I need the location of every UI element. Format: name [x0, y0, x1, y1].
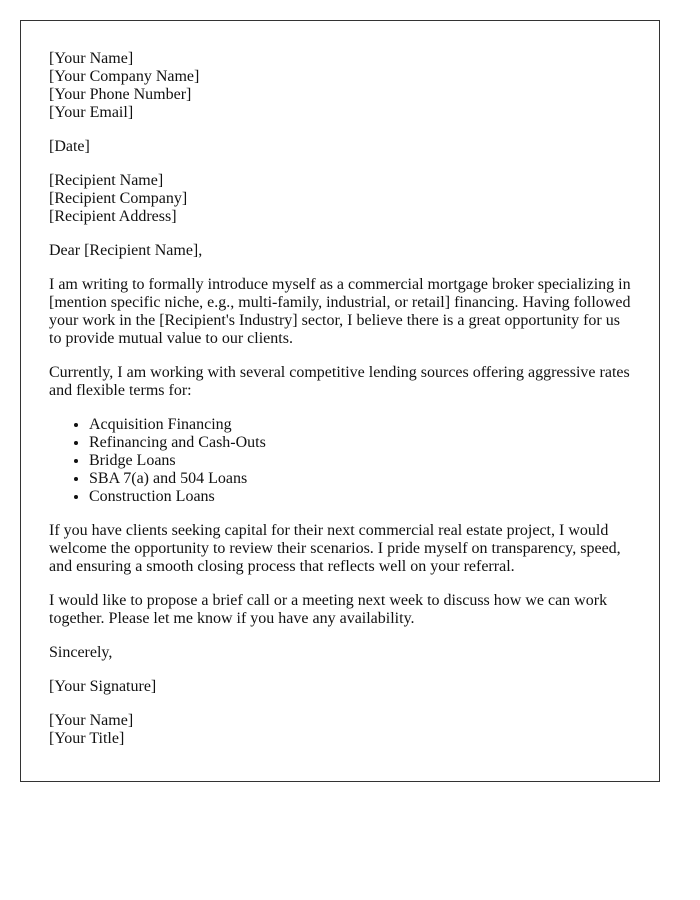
letter-date: [Date] [49, 138, 90, 155]
offerings-paragraph: Currently, I am working with several competitive lending sources offering aggressive rates and flexible terms for: [49, 364, 630, 399]
signature: [Your Signature] [49, 678, 157, 695]
referral-paragraph: If you have clients seeking capital for their next commercial real estate project, I would welcome the opportunity to review their scenarios. I pride myself on transparency, speed, and ensuring a smooth closing process that reflects well on your referral. [49, 522, 621, 575]
recipient-company: [Recipient Company] [49, 190, 188, 207]
sender-block [49, 50, 631, 122]
call-to-action-paragraph: I would like to propose a brief call or a meeting next week to discuss how we can work together. Please let me know if you have any availability. [49, 592, 608, 627]
letter-page [20, 20, 660, 782]
list-item: • Bridge Loans [89, 452, 631, 470]
list-item: • Construction Loans [89, 488, 631, 506]
list-item: • Refinancing and Cash-Outs [89, 434, 631, 452]
list-item: • Acquisition Financing [89, 416, 631, 434]
closing: Sincerely, [49, 644, 113, 661]
salutation: Dear [Recipient Name], [49, 242, 203, 259]
sender-email: [Your Email] [49, 104, 134, 121]
sender-company: [Your Company Name] [49, 68, 200, 85]
date-block [49, 138, 631, 156]
sender-phone: [Your Phone Number] [49, 86, 192, 103]
signoff-title: [Your Title] [49, 730, 125, 747]
intro-paragraph: I am writing to formally introduce myself as a commercial mortgage broker specializing in [mention specific niche, e.g., multi-family, industrial, or retail] financing. Having followed your work in the [Recipient's Industry] sector, I believe there is a great opportunity for us to provide mutual value to our clients. [49, 276, 631, 347]
signoff-block [49, 712, 631, 748]
services-list [49, 416, 631, 506]
sender-name: [Your Name] [49, 50, 134, 67]
recipient-name: [Recipient Name] [49, 172, 164, 189]
recipient-address: [Recipient Address] [49, 208, 177, 225]
signoff-name: [Your Name] [49, 712, 134, 729]
list-item: • SBA 7(a) and 504 Loans [89, 470, 631, 488]
recipient-block [49, 172, 631, 226]
